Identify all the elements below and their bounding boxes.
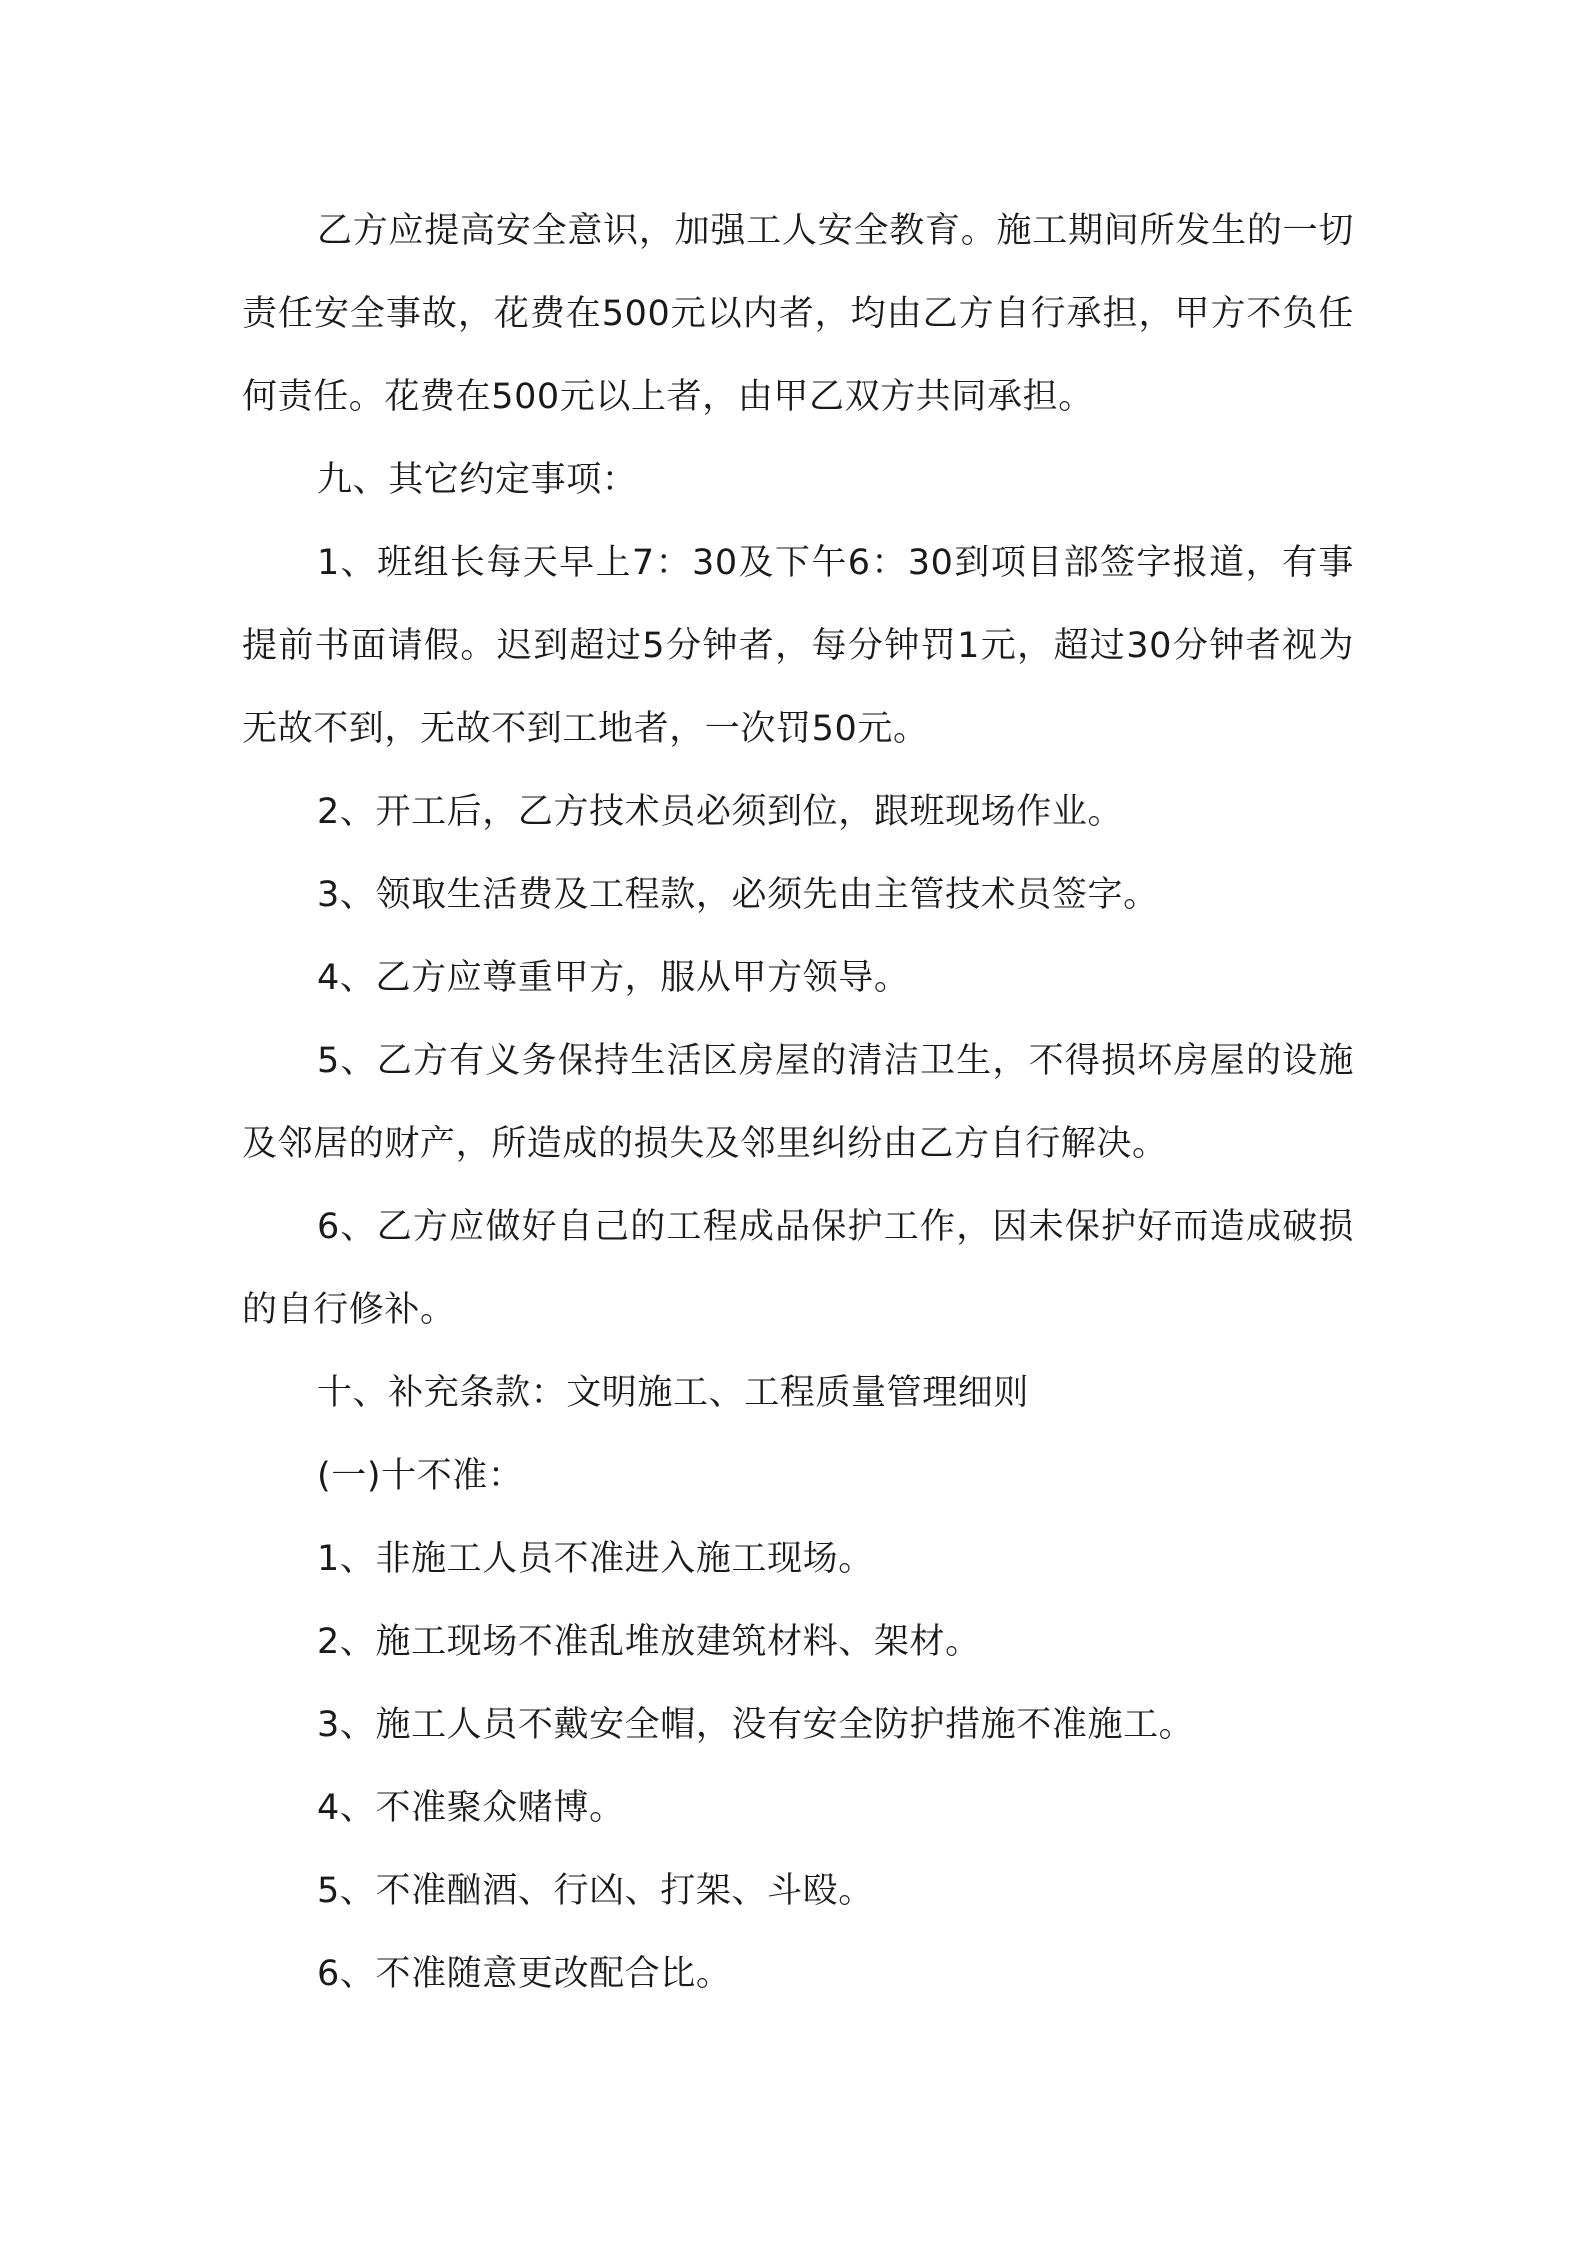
- clause-item-5: 5、乙方有义务保持生活区房屋的清洁卫生，不得损坏房屋的设施及邻居的财产，所造成的损失及邻里纠纷由乙方自行解决。: [242, 1041, 1354, 1164]
- paragraph-safety-responsibility: 乙方应提高安全意识，加强工人安全教育。施工期间所发生的一切责任安全事故，花费在500元以内者，均由乙方自行承担，甲方不负任何责任。花费在500元以上者，由甲乙双方共同承担。: [242, 211, 1354, 417]
- heading-other-agreements: 九、其它约定事项：: [317, 460, 638, 500]
- clause-item-4: 4、乙方应尊重甲方，服从甲方领导。: [317, 958, 910, 998]
- clause-item-2: 2、开工后，乙方技术员必须到位，跟班现场作业。: [317, 792, 1124, 832]
- prohibition-item-6: 6、不准随意更改配合比。: [317, 1954, 732, 1994]
- prohibition-item-3: 3、施工人员不戴安全帽，没有安全防护措施不准施工。: [317, 1705, 1195, 1745]
- subheading-ten-prohibitions: (一)十不准：: [317, 1456, 524, 1496]
- prohibition-item-2: 2、施工现场不准乱堆放建筑材料、架材。: [317, 1622, 981, 1662]
- prohibition-item-5: 5、不准酗酒、行凶、打架、斗殴。: [317, 1871, 874, 1911]
- heading-supplementary-terms: 十、补充条款：文明施工、工程质量管理细则: [317, 1373, 1030, 1413]
- clause-item-1: 1、班组长每天早上7：30及下午6：30到项目部签字报道，有事提前书面请假。迟到超过5分钟者，每分钟罚1元，超过30分钟者视为无故不到，无故不到工地者，一次罚50元。: [242, 543, 1354, 749]
- clause-item-6: 6、乙方应做好自己的工程成品保护工作，因未保护好而造成破损的自行修补。: [242, 1207, 1354, 1330]
- document-page: [242, 190, 1354, 2016]
- clause-item-3: 3、领取生活费及工程款，必须先由主管技术员签字。: [317, 875, 1159, 915]
- prohibition-item-1: 1、非施工人员不准进入施工现场。: [317, 1539, 874, 1579]
- prohibition-item-4: 4、不准聚众赌博。: [317, 1788, 625, 1828]
